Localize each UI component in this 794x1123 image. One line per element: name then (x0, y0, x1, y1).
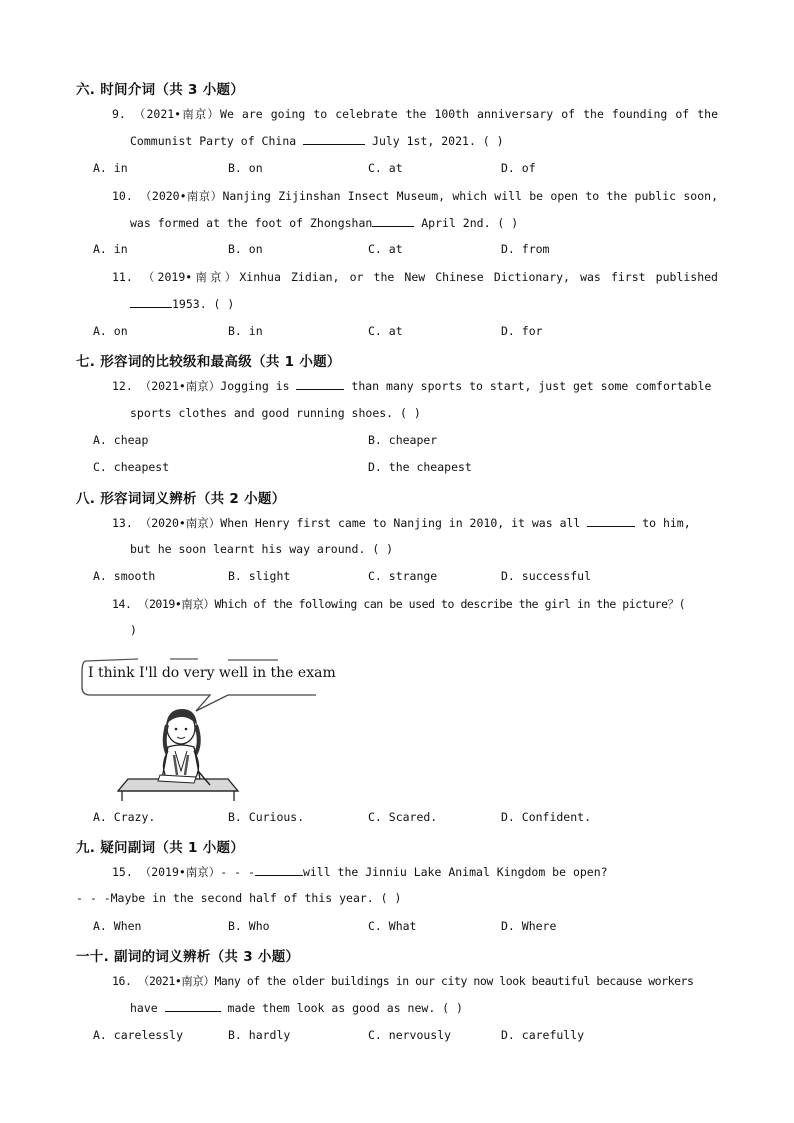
question-14-option-b[interactable]: B. Curious. (228, 810, 305, 824)
question-11-line-2 (130, 296, 234, 311)
question-16-line-2 (130, 1000, 463, 1015)
girl-at-desk-picture (78, 651, 338, 826)
question-12-line-1 (112, 378, 718, 394)
question-12-line-2: sports clothes and good running shoes. ( ) (130, 406, 421, 420)
question-13-option-b[interactable]: B. slight (228, 569, 291, 583)
question-11-option-d[interactable]: D. for (501, 324, 543, 338)
question-16-option-c[interactable]: C. nervously (368, 1028, 452, 1042)
question-11-text-b: 1953. ( ) (172, 297, 235, 311)
question-11-blank (130, 296, 172, 308)
question-15-line-2: - - -Maybe in the second half of this year. ( ) (76, 891, 402, 905)
question-16-blank (165, 1000, 221, 1012)
question-15-line-1 (112, 864, 718, 880)
question-12-text-a: 12. （2021•南京）Jogging is (112, 379, 297, 393)
question-9-line-2 (130, 133, 504, 148)
question-13-line-1 (112, 515, 718, 531)
question-9-text-a: Communist Party of China (130, 134, 304, 148)
question-10-line-2 (130, 215, 518, 230)
question-15-option-d[interactable]: D. Where (501, 919, 557, 933)
question-12-option-b[interactable]: B. cheaper (368, 433, 438, 447)
question-16-option-d[interactable]: D. carefully (501, 1028, 585, 1042)
question-15-option-c[interactable]: C. What (368, 919, 417, 933)
question-9-blank (303, 133, 365, 145)
question-13-option-a[interactable]: A. smooth (93, 569, 156, 583)
question-9-option-c[interactable]: C. at (368, 161, 403, 175)
question-12-option-d[interactable]: D. the cheapest (368, 460, 472, 474)
question-16-option-b[interactable]: B. hardly (228, 1028, 291, 1042)
question-9-option-a[interactable]: A. in (93, 161, 128, 175)
question-11-line-1: 11. （2019•南京）Xinhua Zidian, or the New Chinese Dictionary, was first published (112, 270, 718, 284)
question-9-line-1: 9. （2021•南京）We are going to celebrate the 100th anniversary of the founding of the (112, 107, 718, 121)
question-16-text-b: made them look as good as new. ( ) (220, 1001, 463, 1015)
question-10-option-d[interactable]: D. from (501, 242, 550, 256)
question-15-text-a: 15. （2019•南京）- - - (112, 865, 255, 879)
question-12-text-b: than many sports to start, just get some comfortable (344, 379, 712, 393)
question-14-option-a[interactable]: A. Crazy. (93, 810, 156, 824)
question-9-option-d[interactable]: D. of (501, 161, 536, 175)
question-10-option-b[interactable]: B. on (228, 242, 263, 256)
question-15-option-b[interactable]: B. Who (228, 919, 270, 933)
speech-bubble-text: I think I'll do very well in the exam (88, 665, 336, 681)
question-13-option-c[interactable]: C. strange (368, 569, 438, 583)
question-11-option-c[interactable]: C. at (368, 324, 403, 338)
question-12-option-c[interactable]: C. cheapest (93, 460, 170, 474)
question-16-option-a[interactable]: A. carelessly (93, 1028, 184, 1042)
question-15-text-b: will the Jinniu Lake Animal Kingdom be open? (302, 865, 608, 879)
question-13-blank (587, 515, 635, 527)
question-10-option-c[interactable]: C. at (368, 242, 403, 256)
question-12-option-a[interactable]: A. cheap (93, 433, 149, 447)
question-10-text-a: was formed at the foot of Zhongshan (130, 216, 373, 230)
question-15-blank (255, 864, 303, 876)
section-heading-adverb-meaning: 一十. 副词的词义辨析（共 3 小题） (76, 949, 300, 965)
question-13-option-d[interactable]: D. successful (501, 569, 592, 583)
question-10-text-b: April 2nd. ( ) (414, 216, 519, 230)
question-9-option-b[interactable]: B. on (228, 161, 263, 175)
question-14-option-d[interactable]: D. Confident. (501, 810, 592, 824)
question-13-line-2: but he soon learnt his way around. ( ) (130, 542, 394, 556)
question-14-line-1: 14. （2019•南京）Which of the following can be used to describe the girl in the picture？( (112, 597, 686, 611)
question-12-blank (296, 378, 344, 390)
section-heading-comparatives: 七. 形容词的比较级和最高级（共 1 小题） (76, 354, 341, 370)
section-heading-time-prepositions: 六. 时间介词（共 3 小题） (76, 82, 245, 98)
question-11-option-b[interactable]: B. in (228, 324, 263, 338)
question-10-option-a[interactable]: A. in (93, 242, 128, 256)
question-16-line-1: 16. （2021•南京）Many of the older buildings in our city now look beautiful because workers (112, 974, 694, 988)
question-10-line-1: 10. （2020•南京）Nanjing Zijinshan Insect Museum, which will be open to the public soon, (112, 189, 718, 203)
question-13-text-b: to him, (635, 516, 691, 530)
section-heading-question-adverbs: 九. 疑问副词（共 1 小题） (76, 840, 245, 856)
question-15-option-a[interactable]: A. When (93, 919, 142, 933)
question-13-text-a: 13. （2020•南京）When Henry first came to Nanjing in 2010, it was all (112, 516, 588, 530)
question-11-option-a[interactable]: A. on (93, 324, 128, 338)
question-10-blank (372, 215, 414, 227)
section-heading-adjective-meaning: 八. 形容词词义辨析（共 2 小题） (76, 491, 286, 507)
question-16-text-a: have (130, 1001, 165, 1015)
question-14-line-2: ) (130, 623, 137, 637)
question-9-text-b: July 1st, 2021. ( ) (365, 134, 504, 148)
question-14-option-c[interactable]: C. Scared. (368, 810, 438, 824)
